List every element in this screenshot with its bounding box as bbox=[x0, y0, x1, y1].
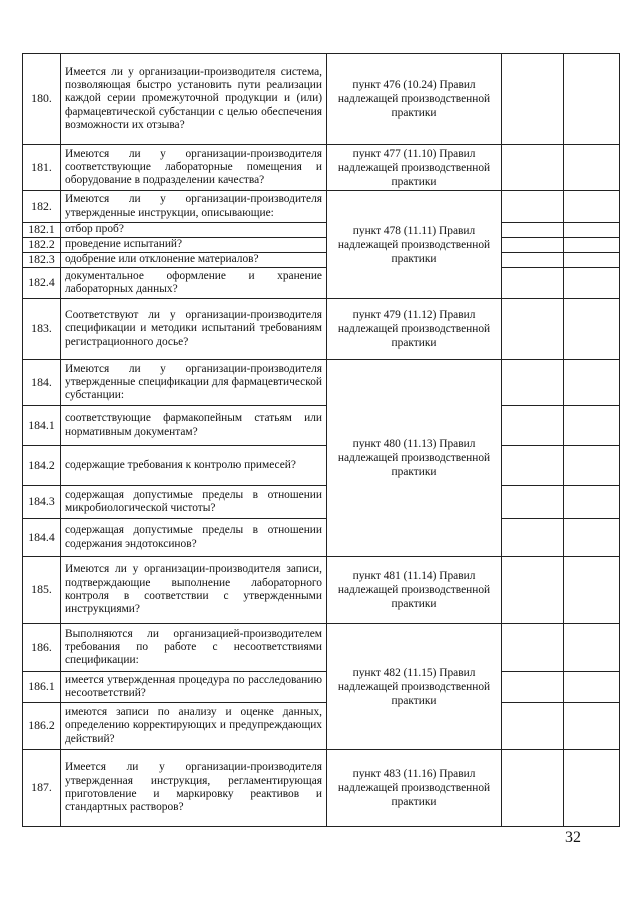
note-cell[interactable] bbox=[564, 446, 620, 486]
note-cell[interactable] bbox=[564, 268, 620, 299]
question-text: одобрение или отклонение материалов? bbox=[61, 253, 327, 268]
note-cell[interactable] bbox=[564, 557, 620, 624]
row-number: 182.3 bbox=[23, 253, 61, 268]
table-row bbox=[23, 268, 620, 299]
row-number: 184.1 bbox=[23, 406, 61, 446]
answer-cell[interactable] bbox=[502, 446, 564, 486]
answer-cell[interactable] bbox=[502, 223, 564, 238]
note-cell[interactable] bbox=[564, 672, 620, 703]
row-number: 180. bbox=[23, 54, 61, 145]
checklist-table bbox=[22, 53, 620, 827]
answer-cell[interactable] bbox=[502, 624, 564, 672]
answer-cell[interactable] bbox=[502, 268, 564, 299]
answer-cell[interactable] bbox=[502, 406, 564, 446]
table-row bbox=[23, 624, 620, 672]
note-cell[interactable] bbox=[564, 750, 620, 827]
question-text: проведение испытаний? bbox=[61, 238, 327, 253]
answer-cell[interactable] bbox=[502, 360, 564, 406]
question-text: содержащая допустимые пределы в отношении содержания эндотоксинов? bbox=[61, 519, 327, 557]
row-number: 182. bbox=[23, 191, 61, 223]
note-cell[interactable] bbox=[564, 703, 620, 750]
table-row bbox=[23, 703, 620, 750]
row-number: 187. bbox=[23, 750, 61, 827]
answer-cell[interactable] bbox=[502, 557, 564, 624]
question-text: документальное оформление и хранение лабораторных данных? bbox=[61, 268, 327, 299]
rule-reference: пункт 479 (11.12) Правил надлежащей производственной практики bbox=[327, 299, 502, 360]
row-number: 184.3 bbox=[23, 486, 61, 519]
table-row bbox=[23, 672, 620, 703]
note-cell[interactable] bbox=[564, 253, 620, 268]
rule-reference: пункт 476 (10.24) Правил надлежащей производственной практики bbox=[327, 54, 502, 145]
row-number: 181. bbox=[23, 145, 61, 191]
note-cell[interactable] bbox=[564, 519, 620, 557]
question-text: Имеются ли у организации-производителя записи, подтверждающие выполнение лабораторного контроля в соответствии с утвержденными инструкциями? bbox=[61, 557, 327, 624]
answer-cell[interactable] bbox=[502, 519, 564, 557]
rule-reference: пункт 483 (11.16) Правил надлежащей производственной практики bbox=[327, 750, 502, 827]
table-row bbox=[23, 446, 620, 486]
table-row bbox=[23, 223, 620, 238]
table-row bbox=[23, 750, 620, 827]
table-row bbox=[23, 486, 620, 519]
row-number: 186.1 bbox=[23, 672, 61, 703]
table-row bbox=[23, 238, 620, 253]
note-cell[interactable] bbox=[564, 145, 620, 191]
row-number: 182.1 bbox=[23, 223, 61, 238]
question-text: содержащие требования к контролю примесей? bbox=[61, 446, 327, 486]
rule-reference: пункт 482 (11.15) Правил надлежащей производственной практики bbox=[327, 624, 502, 750]
answer-cell[interactable] bbox=[502, 672, 564, 703]
note-cell[interactable] bbox=[564, 406, 620, 446]
note-cell[interactable] bbox=[564, 238, 620, 253]
table-row bbox=[23, 406, 620, 446]
row-number: 185. bbox=[23, 557, 61, 624]
table-row bbox=[23, 299, 620, 360]
table-row bbox=[23, 191, 620, 223]
note-cell[interactable] bbox=[564, 299, 620, 360]
answer-cell[interactable] bbox=[502, 145, 564, 191]
question-text: отбор проб? bbox=[61, 223, 327, 238]
rule-reference: пункт 480 (11.13) Правил надлежащей производственной практики bbox=[327, 360, 502, 557]
question-text: содержащая допустимые пределы в отношении микробиологической чистоты? bbox=[61, 486, 327, 519]
table-row bbox=[23, 54, 620, 145]
answer-cell[interactable] bbox=[502, 703, 564, 750]
rule-reference: пункт 481 (11.14) Правил надлежащей производственной практики bbox=[327, 557, 502, 624]
note-cell[interactable] bbox=[564, 191, 620, 223]
row-number: 186.2 bbox=[23, 703, 61, 750]
question-text: имеется утвержденная процедура по расследованию несоответствий? bbox=[61, 672, 327, 703]
note-cell[interactable] bbox=[564, 486, 620, 519]
question-text: Имеются ли у организации-производителя утвержденные инструкции, описывающие: bbox=[61, 191, 327, 223]
answer-cell[interactable] bbox=[502, 253, 564, 268]
question-text: Выполняются ли организацией-производителем требования по работе с несоответствиями спецификации: bbox=[61, 624, 327, 672]
table-row bbox=[23, 360, 620, 406]
note-cell[interactable] bbox=[564, 54, 620, 145]
row-number: 182.4 bbox=[23, 268, 61, 299]
table-row bbox=[23, 557, 620, 624]
row-number: 182.2 bbox=[23, 238, 61, 253]
question-text: Имеется ли у организации-производителя система, позволяющая быстро установить пути реализации каждой серии промежуточной продукции и (или) фармацевтической субстанции с целью обеспечения возможности их отзыва? bbox=[61, 54, 327, 145]
row-number: 184.2 bbox=[23, 446, 61, 486]
question-text: Имеются ли у организации-производителя соответствующие лабораторные помещения и оборудование в подразделении качества? bbox=[61, 145, 327, 191]
rule-reference: пункт 478 (11.11) Правил надлежащей производственной практики bbox=[327, 191, 502, 299]
row-number: 184. bbox=[23, 360, 61, 406]
answer-cell[interactable] bbox=[502, 299, 564, 360]
answer-cell[interactable] bbox=[502, 238, 564, 253]
question-text: соответствующие фармакопейным статьям или нормативным документам? bbox=[61, 406, 327, 446]
row-number: 183. bbox=[23, 299, 61, 360]
row-number: 186. bbox=[23, 624, 61, 672]
note-cell[interactable] bbox=[564, 360, 620, 406]
note-cell[interactable] bbox=[564, 624, 620, 672]
question-text: Имеется ли у организации-производителя утвержденная инструкция, регламентирующая приготовление и маркировку реактивов и стандартных растворов? bbox=[61, 750, 327, 827]
answer-cell[interactable] bbox=[502, 750, 564, 827]
row-number: 184.4 bbox=[23, 519, 61, 557]
question-text: Соответствуют ли у организации-производителя спецификации и методики испытаний требованиям регистрационного досье? bbox=[61, 299, 327, 360]
answer-cell[interactable] bbox=[502, 486, 564, 519]
table-row bbox=[23, 145, 620, 191]
answer-cell[interactable] bbox=[502, 191, 564, 223]
rule-reference: пункт 477 (11.10) Правил надлежащей производственной практики bbox=[327, 145, 502, 191]
table-row bbox=[23, 519, 620, 557]
answer-cell[interactable] bbox=[502, 54, 564, 145]
table-row bbox=[23, 253, 620, 268]
page-number: 32 bbox=[565, 829, 581, 846]
question-text: Имеются ли у организации-производителя утвержденные спецификации для фармацевтической субстанции: bbox=[61, 360, 327, 406]
question-text: имеются записи по анализу и оценке данных, определению корректирующих и предупреждающих действий? bbox=[61, 703, 327, 750]
note-cell[interactable] bbox=[564, 223, 620, 238]
